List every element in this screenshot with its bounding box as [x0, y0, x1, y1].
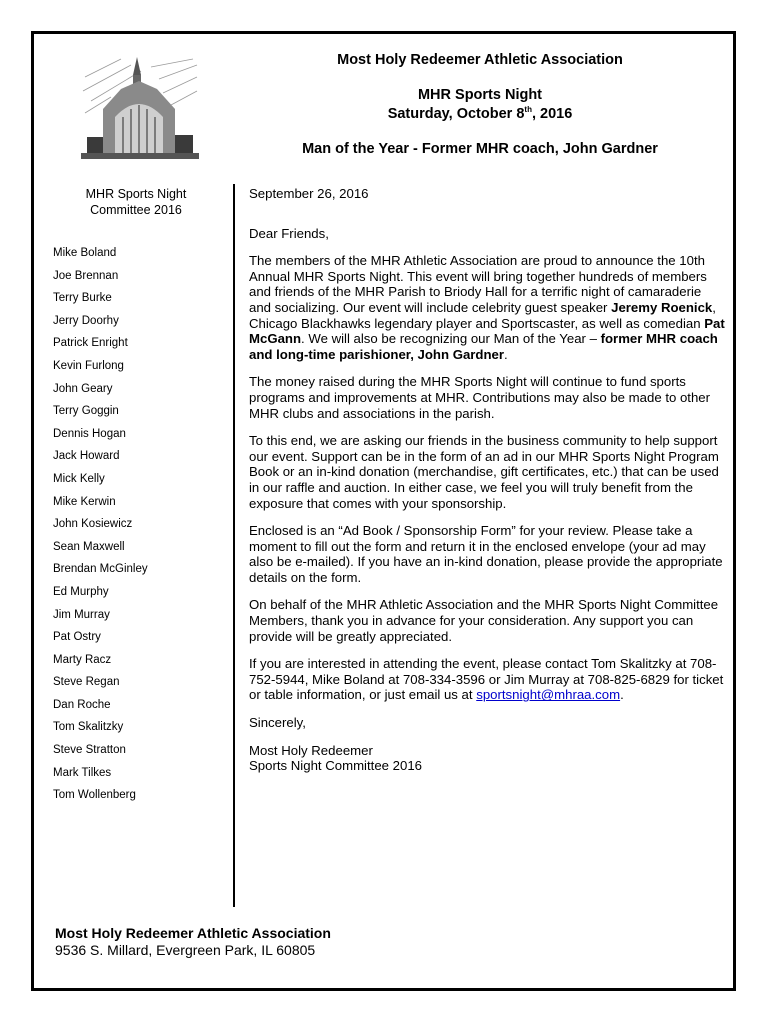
letter-paragraph-6: [249, 656, 725, 703]
letter-body: [249, 186, 725, 774]
p1-text-b: , Chicago Blackhawks legendary player and Sportscaster, as well as comedian: [249, 299, 716, 331]
committee-title-line2: Committee 2016: [90, 203, 182, 217]
header-date: [250, 105, 710, 122]
letter-paragraph-5: On behalf of the MHR Athletic Association and the MHR Sports Night Committee Members, thank you in advance for your consideration. Any support you can provide will be greatly appreciated.: [249, 597, 719, 644]
committee-member: Steve Regan: [53, 676, 120, 689]
committee-member: Terry Goggin: [53, 405, 119, 418]
date-superscript: th: [524, 105, 532, 114]
committee-member: Joe Brennan: [53, 269, 119, 282]
committee-member: Tom Skalitzky: [53, 721, 124, 734]
committee-member-list: [53, 245, 148, 810]
committee-member: Marty Racz: [53, 653, 112, 666]
signature-line-1: Most Holy Redeemer: [249, 742, 373, 758]
p6-text-b: .: [620, 687, 624, 703]
committee-member: Brendan McGinley: [53, 563, 148, 576]
letter-paragraph-1: [249, 253, 725, 362]
p1-text-a: The members of the MHR Athletic Association are proud to announce the 10th Annual MHR Sports Night. This event will bring together hundreds of members and friends of the MHR Parish to Briody Hall for a terrific night of camaraderie and socializing. Our event will include celebrity guest speaker: [249, 253, 707, 315]
committee-member: Mike Kerwin: [53, 495, 116, 508]
committee-member: Jack Howard: [53, 450, 120, 463]
committee-member: Dennis Hogan: [53, 427, 126, 440]
comedian-name: Pat McGann: [249, 315, 725, 347]
letter-salutation: Dear Friends,: [249, 225, 329, 241]
committee-title-line1: MHR Sports Night: [85, 187, 187, 201]
committee-member: Terry Burke: [53, 292, 112, 305]
committee-member: Pat Ostry: [53, 631, 101, 644]
date-year: , 2016: [531, 105, 573, 122]
letter-paragraph-3: To this end, we are asking our friends in the business community to help support our event. Support can be in the form of an ad in our MHR Sports Night Program Book or an in-kind donation (merchandise, gift certificates, etc.) that can be used in our raffle and auction. In either case, we feel you will truly benefit from the exposure that comes with your sponsorship.: [249, 433, 719, 511]
committee-member: John Geary: [53, 382, 113, 395]
committee-member: Mick Kelly: [53, 472, 105, 485]
header-man-of-year: Man of the Year - Former MHR coach, John Gardner: [302, 141, 658, 157]
footer-address: 9536 S. Millard, Evergreen Park, IL 60805: [55, 942, 316, 958]
email-link[interactable]: sportsnight@mhraa.com: [476, 687, 621, 703]
committee-member: John Kosiewicz: [53, 518, 133, 531]
footer: [55, 925, 331, 959]
header-event: MHR Sports Night: [417, 87, 543, 103]
committee-member: Kevin Furlong: [53, 359, 124, 372]
committee-member: Mike Boland: [53, 247, 117, 259]
column-divider: [233, 184, 235, 907]
speaker-name: Jeremy Roenick: [611, 299, 713, 315]
letter-paragraph-2: The money raised during the MHR Sports Night will continue to fund sports programs and improvements at MHR. Contributions may also be made to other MHR clubs and associations in the parish.: [249, 374, 711, 421]
letter-closing: Sincerely,: [249, 715, 306, 731]
p6-text-a: If you are interested in attending the event, please contact Tom Skalitzky at 708-752-5944, Mike Boland at 708-334-3596 or Jim Murray at 708-825-6829 for ticket or table information, or just email us at: [249, 656, 724, 703]
committee-member: Sean Maxwell: [53, 540, 125, 553]
committee-title: [62, 186, 210, 218]
committee-member: Patrick Enright: [53, 337, 128, 350]
committee-member: Jim Murray: [53, 608, 110, 621]
footer-organization: Most Holy Redeemer Athletic Association: [55, 925, 331, 941]
church-logo: [81, 57, 199, 159]
date-main: Saturday, October 8: [387, 105, 525, 122]
header-organization: Most Holy Redeemer Athletic Association: [337, 52, 623, 68]
letter-date: September 26, 2016: [249, 186, 369, 201]
committee-member: Steve Stratton: [53, 744, 126, 757]
committee-member: Dan Roche: [53, 698, 111, 711]
committee-member: Jerry Doorhy: [53, 314, 119, 327]
p1-text-d: .: [504, 346, 508, 362]
signature-line-2: Sports Night Committee 2016: [249, 758, 422, 774]
p1-text-c: . We will also be recognizing our Man of the Year –: [301, 331, 601, 347]
man-of-year-name: former MHR coach and long-time parishioner, John Gardner: [249, 331, 718, 362]
committee-member: Tom Wollenberg: [53, 789, 136, 802]
letter-paragraph-4: Enclosed is an “Ad Book / Sponsorship Form” for your review. Please take a moment to fill out the form and return it in the enclosed envelope (your ad may also be e-mailed). If you have an in-kind donation, please provide the appropriate details on the form.: [249, 523, 723, 585]
committee-member: Mark Tilkes: [53, 766, 112, 779]
committee-member: Ed Murphy: [53, 585, 109, 598]
